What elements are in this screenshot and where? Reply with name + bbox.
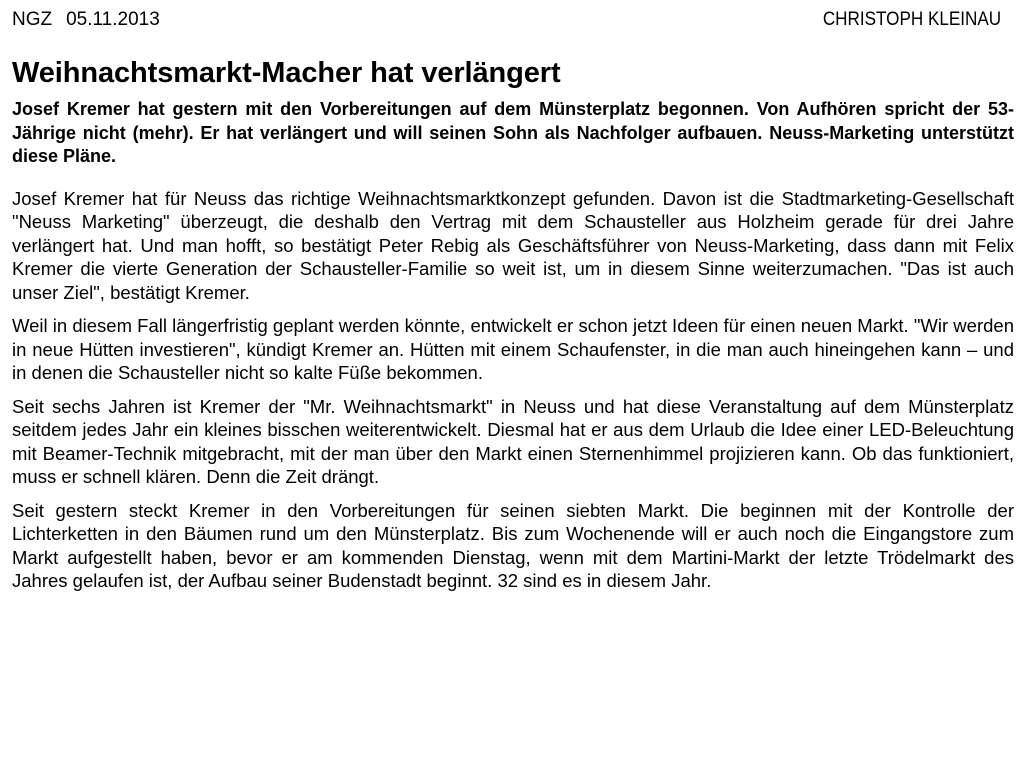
body-paragraph-3: Seit sechs Jahren ist Kremer der "Mr. Weihnachtsmarkt" in Neuss und hat diese Veranstaltung auf dem Münsterplatz seitdem jedes Jahr ein kleines bisschen weiterentwickelt. Diesmal hat er aus dem Urlaub die Idee einer LED-Beleuchtung mit Beamer-Technik mitgebracht, mit der man über den Markt einen Sternenhimmel projizieren kann. Ob das funktioniert, muss er schnell klären. Denn die Zeit drängt. [12,395,1014,487]
body-paragraph-1: Josef Kremer hat für Neuss das richtige Weihnachtsmarktkonzept gefunden. Davon ist die Stadtmarketing-Gesellschaft "Neuss Marketing" überzeugt, die deshalb den Vertrag mit dem Schausteller aus Holzheim gerade für drei Jahre verlängert hat. Und man hofft, so bestätigt Peter Rebig als Geschäftsführer von Neuss-Marketing, dass dann mit Felix Kremer die vierte Generation der Schausteller-Familie so weit ist, um in diesem Sinne weiterzumachen. "Das ist auch unser Ziel", bestätigt Kremer. [12,187,1014,303]
lead-paragraph: Josef Kremer hat gestern mit den Vorbereitungen auf dem Münsterplatz begonnen. Von Aufhören spricht der 53-Jährige nicht (mehr). Er hat verlängert und will seinen Sohn als Nachfolger aufbauen. Neuss-Marketing unterstützt diese Pläne. [12,99,1014,166]
article-page [12,8,1014,603]
body-paragraph-4: Seit gestern steckt Kremer in den Vorbereitungen für seinen siebten Markt. Die beginnen mit der Kontrolle der Lichterketten in den Bäumen rund um den Münsterplatz. Bis zum Wochenende will er auch noch die Eingangstore zum Markt aufgestellt haben, bevor er am kommenden Dienstag, wenn mit dem Martini-Markt der letzte Trödelmarkt des Jahres gelaufen ist, der Aufbau seiner Budenstadt beginnt. 32 sind es in diesem Jahr. [12,499,1014,591]
body-paragraph-2: Weil in diesem Fall längerfristig geplant werden könnte, entwickelt er schon jetzt Ideen für einen neuen Markt. "Wir werden in neue Hütten investieren", kündigt Kremer an. Hütten mit einem Schaufenster, in die man auch hineingehen kann – und in denen die Schausteller nicht so kalte Füße bekommen. [12,315,1014,383]
headline: Weihnachtsmarkt-Macher hat verlängert [12,57,561,89]
author-label: CHRISTOPH KLEINAU [822,9,1001,30]
source-label: NGZ [12,9,53,30]
date-label: 05.11.2013 [66,9,160,30]
article-meta [12,8,1014,34]
meta-left [12,8,174,32]
